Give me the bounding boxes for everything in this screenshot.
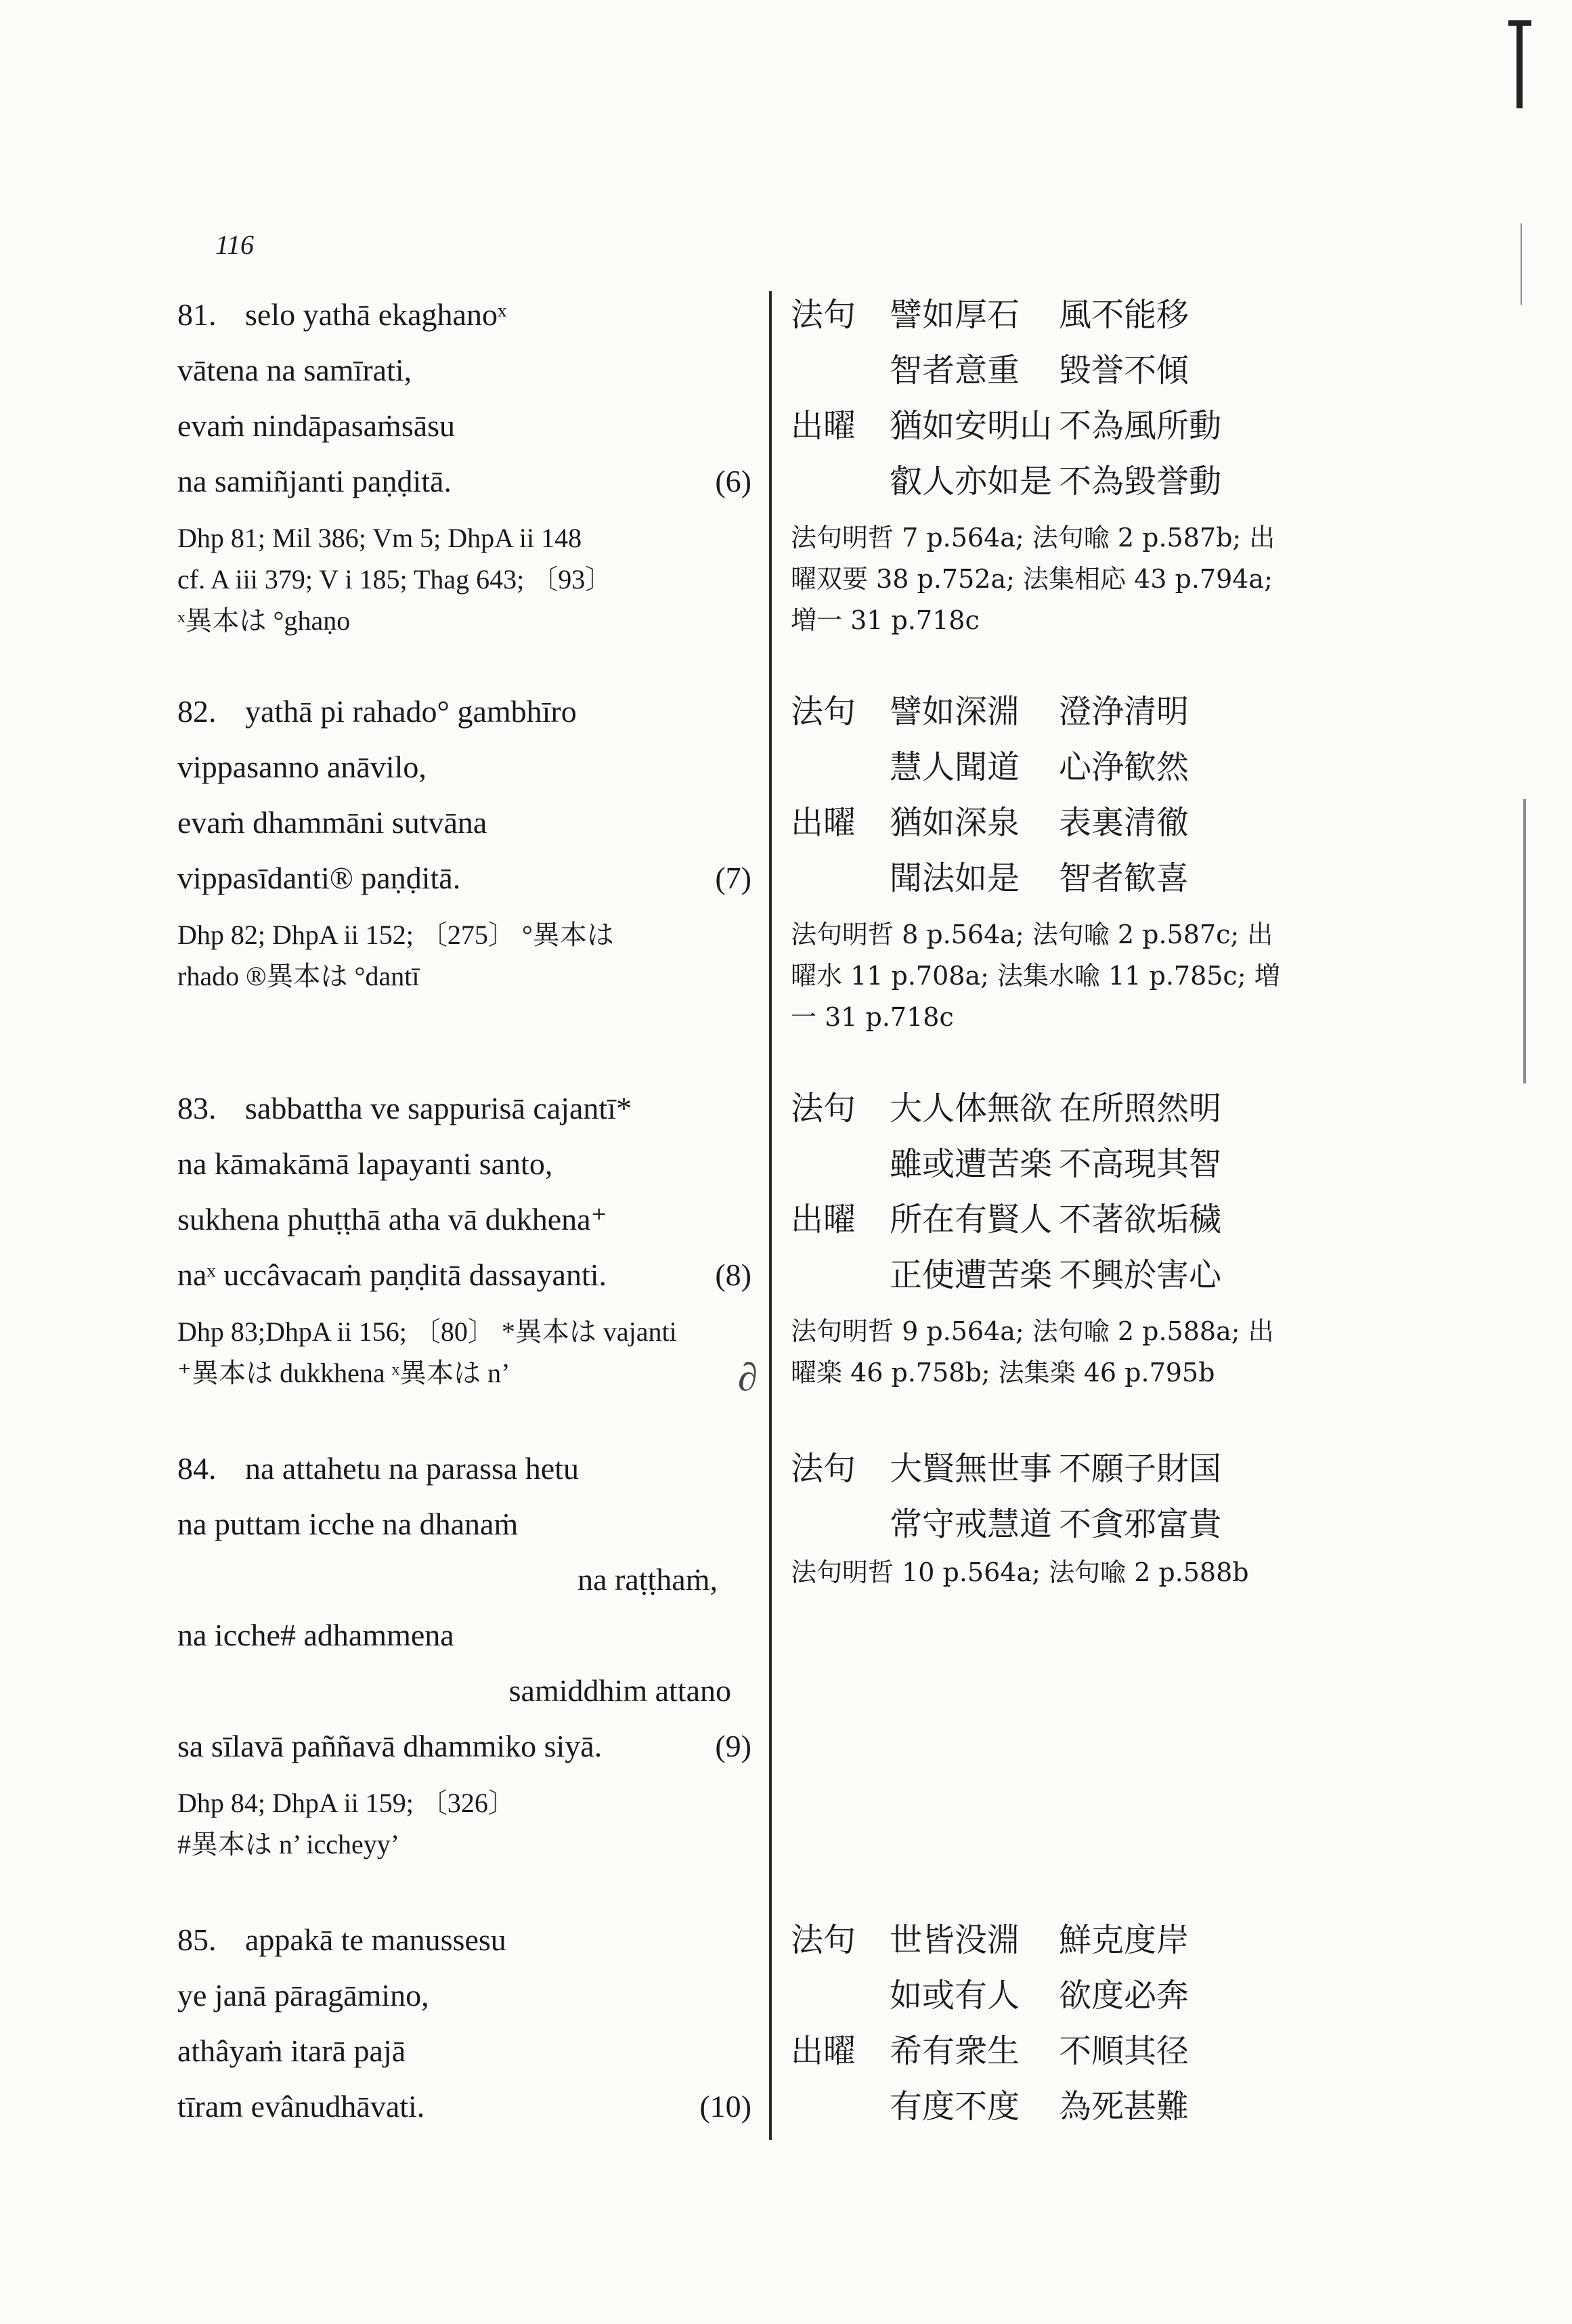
verse-number: 83. <box>177 1091 217 1125</box>
chinese-line: 出曜 猶如安明山 不為風所動 <box>791 407 1222 445</box>
pali-line: vātena na samīrati, <box>177 353 412 387</box>
pali-line: 82. yathā pi rahado° gambhīro <box>177 684 751 739</box>
pali-line: na samiñjanti paṇḍitā. (6) <box>177 454 751 509</box>
verse-number: 82. <box>177 694 217 729</box>
chinese-line: 雖或遭苦楽 不高現其智 <box>890 1145 1222 1183</box>
verse-82-chinese <box>791 684 1373 1038</box>
chinese-line: 正使遭苦楽 不興於害心 <box>890 1256 1222 1294</box>
chinese-references: 法句明哲 10 p.564a; 法句喩 2 p.588b <box>791 1557 1249 1587</box>
pali-references: Dhp 84; DhpA ii 159; 〔326〕 #異本は n’ iccheyy’ <box>177 1788 515 1859</box>
section-number: (7) <box>715 861 751 895</box>
verse-82-pali <box>177 684 751 997</box>
chinese-references: 法句明哲 7 p.564a; 法句喩 2 p.587b; 出 曜双要 38 p.752a; 法集相応 43 p.794a; 増一 31 p.718c <box>791 523 1275 635</box>
verse-83-pali <box>177 1081 751 1394</box>
chinese-line: 有度不度 為死甚難 <box>890 2088 1189 2126</box>
pali-line: na raṭṭhaṁ, <box>577 1562 718 1597</box>
chinese-line: 法句 大人体無欲 在所照然明 <box>791 1090 1222 1127</box>
chinese-line: 出曜 希有衆生 不順其径 <box>791 2032 1189 2070</box>
pali-line: tīram evânudhāvati. (10) <box>177 2079 751 2134</box>
verse-83-chinese <box>791 1081 1373 1394</box>
chinese-line: 法句 譬如厚石 風不能移 <box>791 296 1189 334</box>
verse-number: 84. <box>177 1451 217 1486</box>
pali-line: 84. na attahetu na parassa hetu <box>177 1441 751 1497</box>
pali-line: sukhena phuṭṭhā atha vā dukhena⁺ <box>177 1202 607 1236</box>
verse-85-chinese <box>791 1912 1373 2134</box>
chinese-line: 慧人聞道 心浄歓然 <box>890 748 1189 786</box>
chinese-line: 法句 世皆没淵 鮮克度岸 <box>791 1921 1189 1959</box>
pali-line: 81. selo yathā ekaghanoˣ <box>177 287 751 343</box>
pali-line: naˣ uccâvacaṁ paṇḍitā dassayanti. (8) <box>177 1247 751 1303</box>
verse-81-pali <box>177 287 751 641</box>
pali-references: Dhp 82; DhpA ii 152; 〔275〕 °異本は rhado ®異本は °dantī <box>177 920 614 991</box>
verse-number: 85. <box>177 1922 217 1957</box>
edge-mark <box>1516 20 1523 108</box>
verse-85-pali <box>177 1912 751 2134</box>
page-number: 116 <box>215 230 255 260</box>
column-divider <box>769 291 772 2140</box>
chinese-line: 常守戒慧道 不貪邪富貴 <box>890 1505 1222 1543</box>
chinese-line: 聞法如是 智者歓喜 <box>890 859 1189 897</box>
pencil-mark: ∂ <box>738 1355 758 1399</box>
pali-line: na icche# adhammena <box>177 1618 454 1652</box>
chinese-line: 法句 譬如深淵 澄浄清明 <box>791 693 1189 731</box>
verse-number: 81. <box>177 297 217 332</box>
pali-references: Dhp 83;DhpA ii 156; 〔80〕 *異本は vajanti ⁺異本は dukkhena ˣ異本は n’ <box>177 1316 677 1388</box>
section-number: (8) <box>715 1257 751 1292</box>
chinese-line: 法句 大賢無世事 不願子財国 <box>791 1450 1222 1488</box>
pali-line: athâyaṁ itarā pajā <box>177 2034 406 2068</box>
section-number: (6) <box>715 464 751 498</box>
pali-line: evaṁ dhammāni sutvāna <box>177 805 487 840</box>
chinese-line: 叡人亦如是 不為毀誉動 <box>890 462 1222 500</box>
pali-line: 83. sabbattha ve sappurisā cajantī* <box>177 1081 751 1136</box>
pali-line: evaṁ nindāpasaṁsāsu <box>177 408 456 443</box>
pali-line: na kāmakāmā lapayanti santo, <box>177 1146 553 1181</box>
pali-line: vippasīdanti® paṇḍitā. (7) <box>177 851 751 906</box>
pali-line: samiddhim attano <box>508 1673 731 1708</box>
chinese-line: 出曜 所在有賢人 不著欲垢穢 <box>791 1201 1222 1239</box>
pali-line: 85. appakā te manussesu <box>177 1912 751 1968</box>
chinese-references: 法句明哲 9 p.564a; 法句喩 2 p.588a; 出 曜楽 46 p.758b; 法集楽 46 p.795b <box>791 1316 1274 1387</box>
chinese-line: 出曜 猶如深泉 表裏清徹 <box>791 804 1189 842</box>
verse-84-pali <box>177 1441 751 1865</box>
edge-mark-top <box>1508 20 1531 26</box>
pali-line: sa sīlavā paññavā dhammiko siyā. (9) <box>177 1719 751 1774</box>
pali-references: Dhp 81; Mil 386; Vm 5; DhpA ii 148 cf. A iii 379; V i 185; Thag 643; 〔93〕 ˣ異本は °ghaṇo <box>177 523 613 636</box>
pali-line: vippasanno anāvilo, <box>177 750 427 784</box>
chinese-references: 法句明哲 8 p.564a; 法句喩 2 p.587c; 出 曜水 11 p.708a; 法集水喩 11 p.785c; 増 一 31 p.718c <box>791 920 1280 1032</box>
section-number: (10) <box>699 2089 751 2124</box>
verse-81-chinese <box>791 287 1373 641</box>
chinese-line: 智者意重 毀誉不傾 <box>890 351 1189 389</box>
scan-edge-line <box>1523 799 1526 1083</box>
pali-line: ye janā pāragāmino, <box>177 1978 429 2013</box>
verse-84-chinese <box>791 1441 1373 1593</box>
scan-edge-line <box>1521 223 1522 305</box>
pali-line: na puttam icche na dhanaṁ <box>177 1507 519 1541</box>
section-number: (9) <box>715 1729 751 1763</box>
chinese-line: 如或有人 欲度必奔 <box>890 1977 1189 2015</box>
